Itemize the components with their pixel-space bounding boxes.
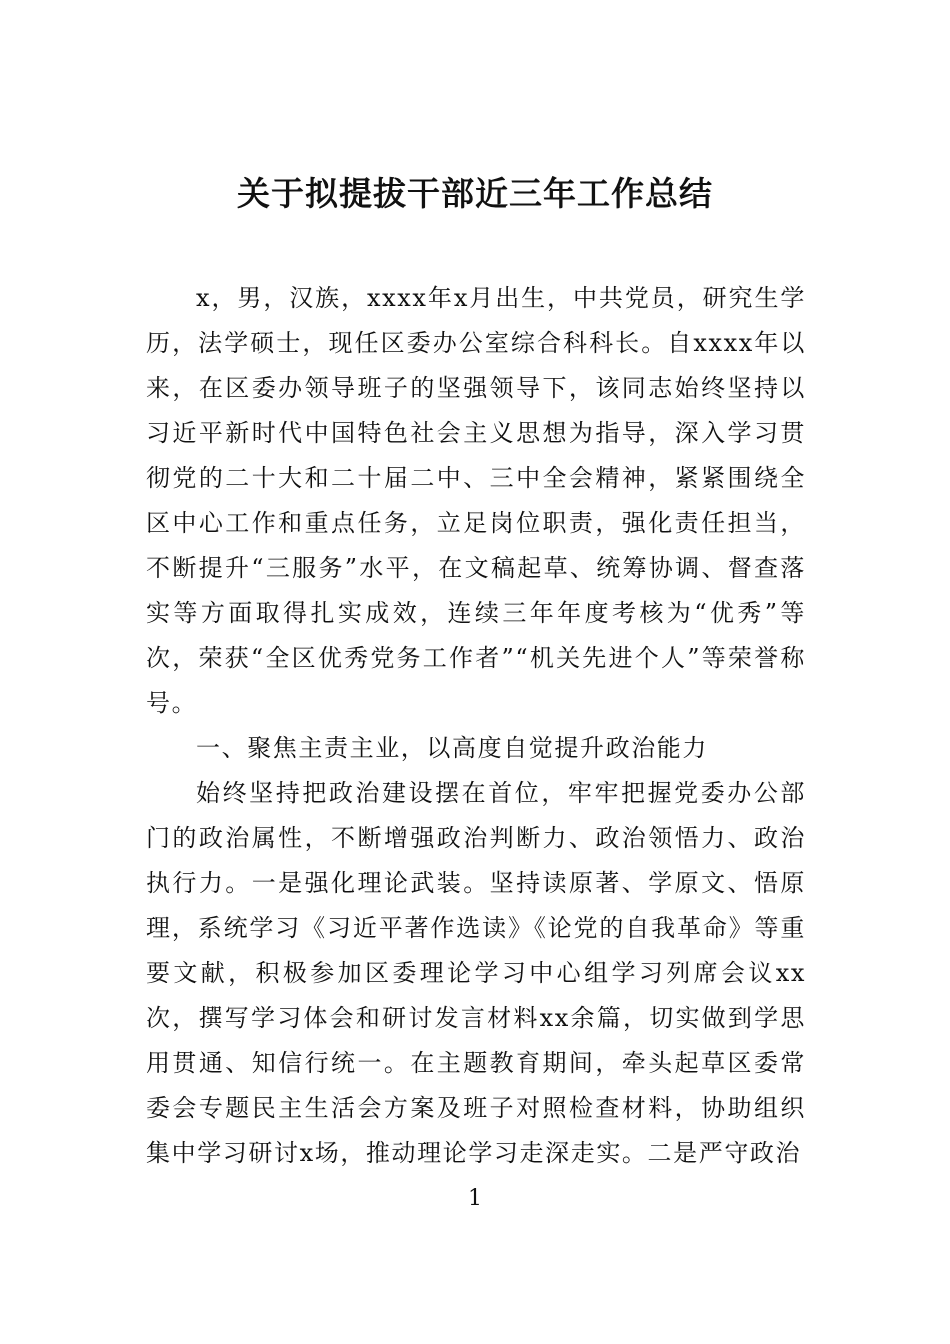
document-title: 关于拟提拔干部近三年工作总结 [237, 174, 713, 213]
document-body [146, 276, 806, 1176]
section-paragraph: 始终坚持把政治建设摆在首位，牢牢把握党委办公部门的政治属性，不断增强政治判断力、政治领悟力、政治执行力。一是强化理论武装。坚持读原著、学原文、悟原理，系统学习《习近平著作选读》《论党的自我革命》等重要文献，积极参加区委理论学习中心组学习列席会议xx次，撰写学习体会和研讨发言材料xx余篇，切实做到学思用贯通、知信行统一。在主题教育期间，牵头起草区委常委会专题民主生活会方案及班子对照检查材料，协助组织集中学习研讨x场，推动理论学习走深走实。二是严守政治 [146, 779, 806, 1167]
section-heading: 一、聚焦主责主业，以高度自觉提升政治能力 [196, 734, 708, 762]
intro-paragraph: x，男，汉族，xxxx年x月出生，中共党员，研究生学历，法学硕士，现任区委办公室综合科科长。自xxxx年以来，在区委办领导班子的坚强领导下，该同志始终坚持以习近平新时代中国特色社会主义思想为指导，深入学习贯彻党的二十大和二十届二中、三中全会精神，紧紧围绕全区中心工作和重点任务，立足岗位职责，强化责任担当，不断提升“三服务”水平，在文稿起草、统筹协调、督查落实等方面取得扎实成效，连续三年年度考核为“优秀”等次，荣获“全区优秀党务工作者”“机关先进个人”等荣誉称号。 [146, 284, 806, 717]
page-number: 1 [468, 1186, 482, 1211]
